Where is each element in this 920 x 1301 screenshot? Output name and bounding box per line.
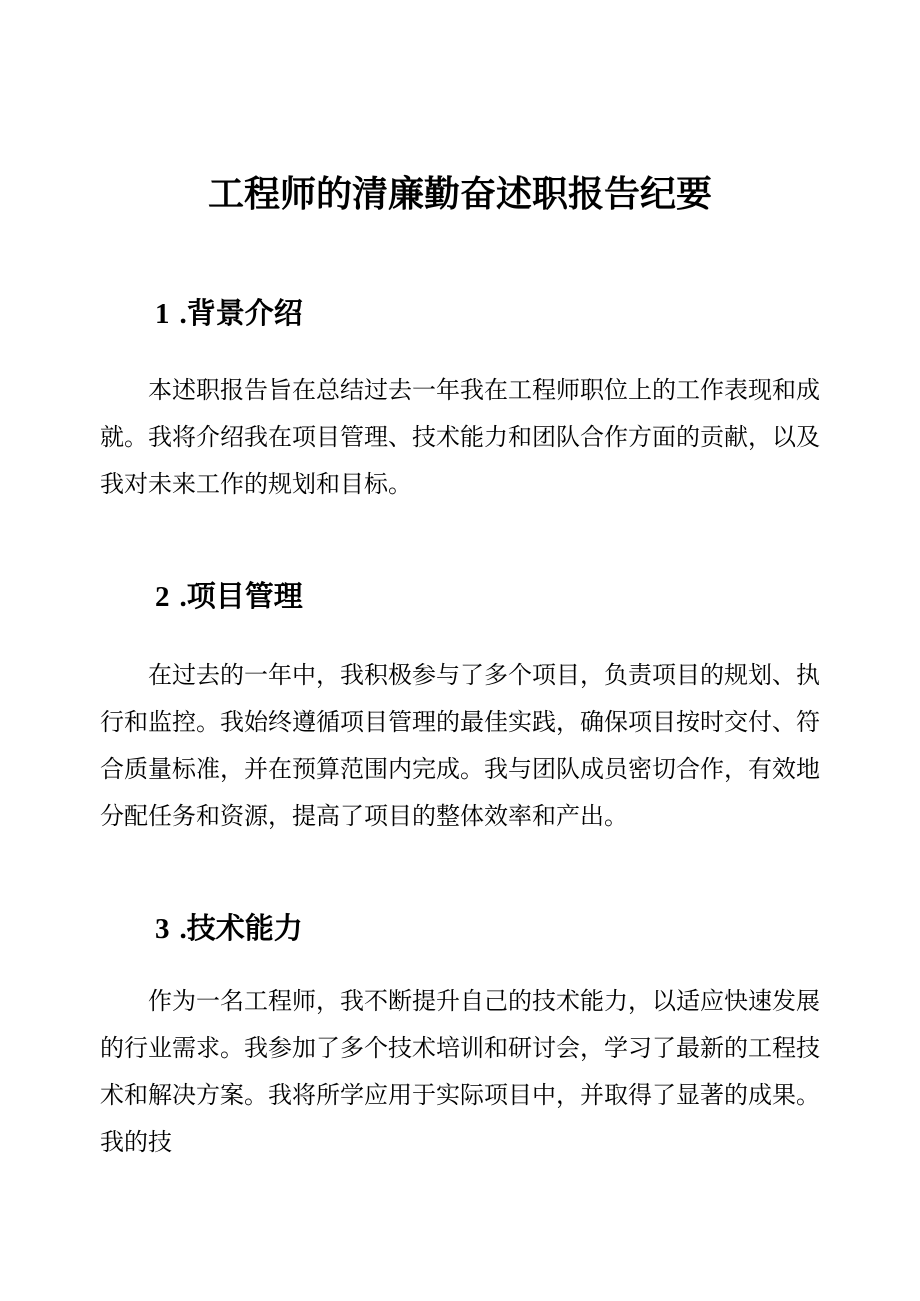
heading-dot: . [179, 913, 187, 945]
heading-text: 背景介绍 [186, 298, 303, 330]
heading-text: 项目管理 [186, 581, 303, 613]
section-background [100, 294, 820, 509]
section-project-management-paragraph: 在过去的一年中，我积极参与了多个项目，负责项目的规划、执行和监控。我始终遵循项目管理的最佳实践，确保项目按时交付、符合质量标准，并在预算范围内完成。我与团队成员密切合作，有效地分配任务和资源，提高了项目的整体效率和产出。 [100, 663, 820, 830]
section-project-management [100, 577, 820, 841]
section-background-heading [155, 294, 820, 334]
heading-number: 2 [155, 581, 170, 613]
section-technical-skills-paragraph: 作为一名工程师，我不断提升自己的技术能力，以适应快速发展的行业需求。我参加了多个技术培训和研讨会，学习了最新的工程技术和解决方案。我将所学应用于实际项目中，并取得了显著的成果。我的技 [100, 989, 820, 1156]
section-project-management-heading [155, 577, 820, 617]
section-background-paragraph: 本述职报告旨在总结过去一年我在工程师职位上的工作表现和成就。我将介绍我在项目管理、技术能力和团队合作方面的贡献，以及我对未来工作的规划和目标。 [100, 378, 820, 498]
heading-number: 1 [155, 298, 170, 330]
heading-dot: . [179, 581, 187, 613]
heading-dot: . [179, 298, 187, 330]
section-technical-skills [100, 909, 820, 1167]
document-title: 工程师的清廉勤奋述职报告纪要 [207, 173, 712, 214]
heading-number: 3 [155, 913, 170, 945]
document-content [0, 170, 920, 1167]
section-technical-skills-heading [155, 909, 820, 949]
heading-text: 技术能力 [186, 913, 303, 945]
